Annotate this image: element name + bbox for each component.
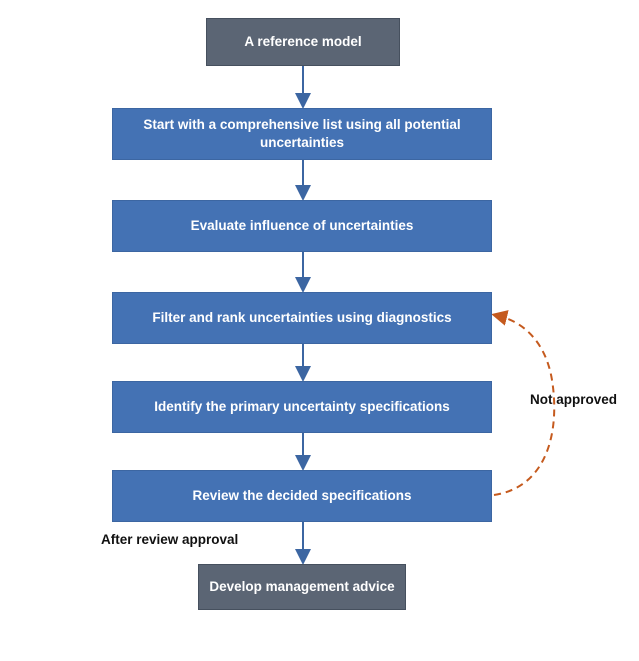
node-evaluate-influence[interactable] xyxy=(112,200,492,252)
node-review-decided[interactable] xyxy=(112,470,492,522)
node-evaluate-influence-label: Evaluate influence of uncertainties xyxy=(190,217,414,233)
node-review-decided-label: Review the decided specifications xyxy=(192,487,412,503)
edge-label-after-review-approval: After review approval xyxy=(101,532,239,547)
node-develop-advice-label: Develop management advice xyxy=(209,578,395,594)
node-filter-rank[interactable] xyxy=(112,292,492,344)
node-reference-model-label: A reference model xyxy=(244,33,362,49)
node-identify-primary-label: Identify the primary uncertainty specifications xyxy=(154,398,450,414)
node-comprehensive-list-label: Start with a comprehensive list using all potential uncertainties xyxy=(143,116,461,150)
node-filter-rank-label: Filter and rank uncertainties using diagnostics xyxy=(152,309,452,325)
node-comprehensive-list[interactable] xyxy=(112,108,492,160)
node-reference-model[interactable] xyxy=(206,18,400,66)
edge-label-not-approved: Not approved xyxy=(530,392,618,407)
node-develop-advice[interactable] xyxy=(198,564,406,610)
node-identify-primary[interactable] xyxy=(112,381,492,433)
